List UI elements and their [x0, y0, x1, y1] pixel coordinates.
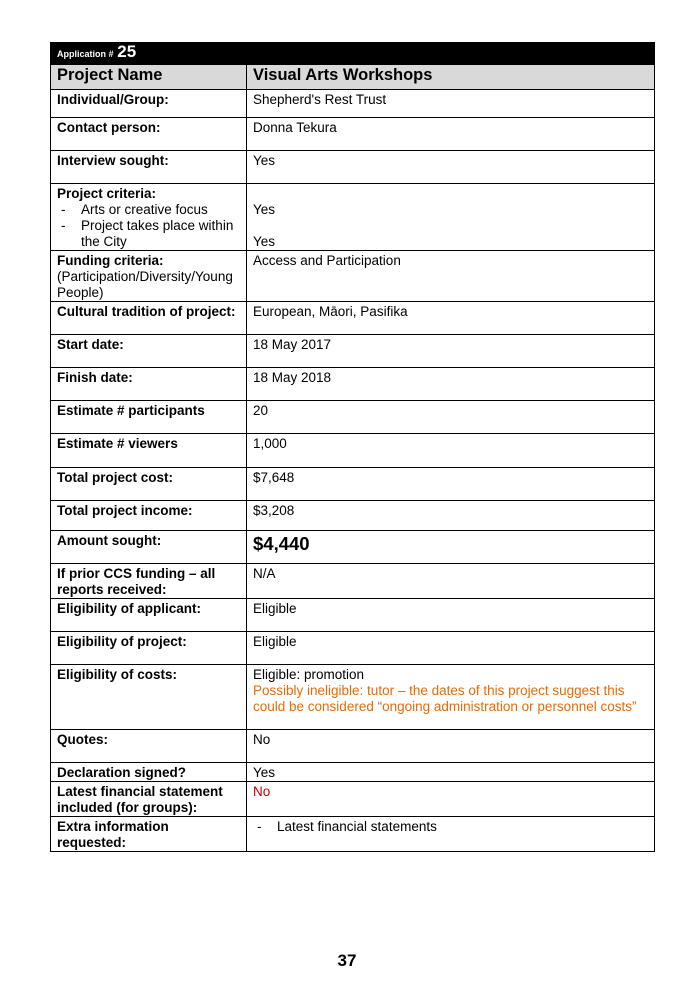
- quotes-label: Quotes:: [51, 730, 247, 763]
- contact-value: Donna Tekura: [247, 118, 655, 151]
- extra-info-label: Extra information requested:: [51, 817, 247, 852]
- criteria-value-2: Yes: [253, 234, 276, 249]
- cultural-label: Cultural tradition of project:: [51, 302, 247, 335]
- interview-value: Yes: [247, 151, 655, 184]
- funding-cell: [51, 251, 247, 302]
- start-date-label: Start date:: [51, 335, 247, 368]
- interview-label: Interview sought:: [51, 151, 247, 184]
- declaration-label: Declaration signed?: [51, 763, 247, 782]
- eligibility-costs-note: Possibly ineligible: tutor – the dates of this project suggest this could be considered “ongoing administration or personnel costs”: [253, 683, 637, 714]
- financial-statement-value: No: [247, 782, 655, 817]
- criteria-list: [57, 202, 240, 250]
- quotes-value: No: [247, 730, 655, 763]
- funding-label: Funding criteria:: [57, 253, 164, 268]
- prior-funding-label: If prior CCS funding – all reports received:: [51, 564, 247, 599]
- application-header-row: [51, 43, 655, 65]
- eligibility-applicant-value: Eligible: [247, 599, 655, 632]
- project-name-label: Project Name: [51, 65, 247, 90]
- finish-date-label: Finish date:: [51, 368, 247, 401]
- table-row: [51, 302, 655, 335]
- page-number: 37: [337, 951, 357, 970]
- individual-value: Shepherd's Rest Trust: [247, 90, 655, 118]
- application-number-cell: [51, 43, 247, 65]
- table-row: [51, 782, 655, 817]
- extra-info-list: [253, 819, 648, 835]
- project-name-value: Visual Arts Workshops: [247, 65, 655, 90]
- contact-label: Contact person:: [51, 118, 247, 151]
- cultural-value: European, Māori, Pasifika: [247, 302, 655, 335]
- table-row: [51, 368, 655, 401]
- financial-statement-label: Latest financial statement included (for groups):: [51, 782, 247, 817]
- table-row: [51, 599, 655, 632]
- total-income-label: Total project income:: [51, 501, 247, 531]
- table-row: [51, 730, 655, 763]
- list-item: - Arts or creative focus: [57, 202, 240, 218]
- eligibility-project-label: Eligibility of project:: [51, 632, 247, 665]
- individual-label: Individual/Group:: [51, 90, 247, 118]
- total-cost-value: $7,648: [247, 468, 655, 501]
- table-row: [51, 501, 655, 531]
- list-item: - Project takes place within the City: [57, 218, 240, 250]
- amount-sought-value: $4,440: [247, 531, 655, 564]
- table-row: [51, 564, 655, 599]
- table-row: [51, 665, 655, 730]
- participants-value: 20: [247, 401, 655, 434]
- criteria-cell: [51, 184, 247, 251]
- criteria-label: Project criteria:: [57, 186, 157, 201]
- table-row: [51, 335, 655, 368]
- criteria-value-1: Yes: [253, 202, 276, 217]
- criteria-values: [247, 184, 655, 251]
- finish-date-value: 18 May 2018: [247, 368, 655, 401]
- declaration-value: Yes: [247, 763, 655, 782]
- viewers-value: 1,000: [247, 434, 655, 468]
- eligibility-project-value: Eligible: [247, 632, 655, 665]
- viewers-label: Estimate # viewers: [51, 434, 247, 468]
- funding-sublabel: (Participation/Diversity/Young People): [57, 269, 233, 300]
- eligibility-costs-cell: [247, 665, 655, 730]
- list-item: - Latest financial statements: [253, 819, 648, 835]
- table-row: [51, 817, 655, 852]
- table-row: [51, 184, 655, 251]
- participants-label: Estimate # participants: [51, 401, 247, 434]
- application-table: [50, 42, 655, 852]
- prior-funding-value: N/A: [247, 564, 655, 599]
- table-row: [51, 531, 655, 564]
- table-row: [51, 118, 655, 151]
- table-row: [51, 434, 655, 468]
- eligibility-costs-value: Eligible: promotion: [253, 667, 365, 682]
- start-date-value: 18 May 2017: [247, 335, 655, 368]
- table-row: [51, 151, 655, 184]
- eligibility-applicant-label: Eligibility of applicant:: [51, 599, 247, 632]
- total-cost-label: Total project cost:: [51, 468, 247, 501]
- table-row: [51, 251, 655, 302]
- project-name-row: [51, 65, 655, 90]
- table-row: [51, 401, 655, 434]
- table-row: [51, 763, 655, 782]
- total-income-value: $3,208: [247, 501, 655, 531]
- application-label: Application #: [57, 49, 114, 59]
- eligibility-costs-label: Eligibility of costs:: [51, 665, 247, 730]
- application-number: 25: [117, 42, 137, 61]
- funding-value: Access and Participation: [247, 251, 655, 302]
- table-row: [51, 90, 655, 118]
- extra-info-cell: [247, 817, 655, 852]
- table-row: [51, 468, 655, 501]
- table-row: [51, 632, 655, 665]
- amount-sought-label: Amount sought:: [51, 531, 247, 564]
